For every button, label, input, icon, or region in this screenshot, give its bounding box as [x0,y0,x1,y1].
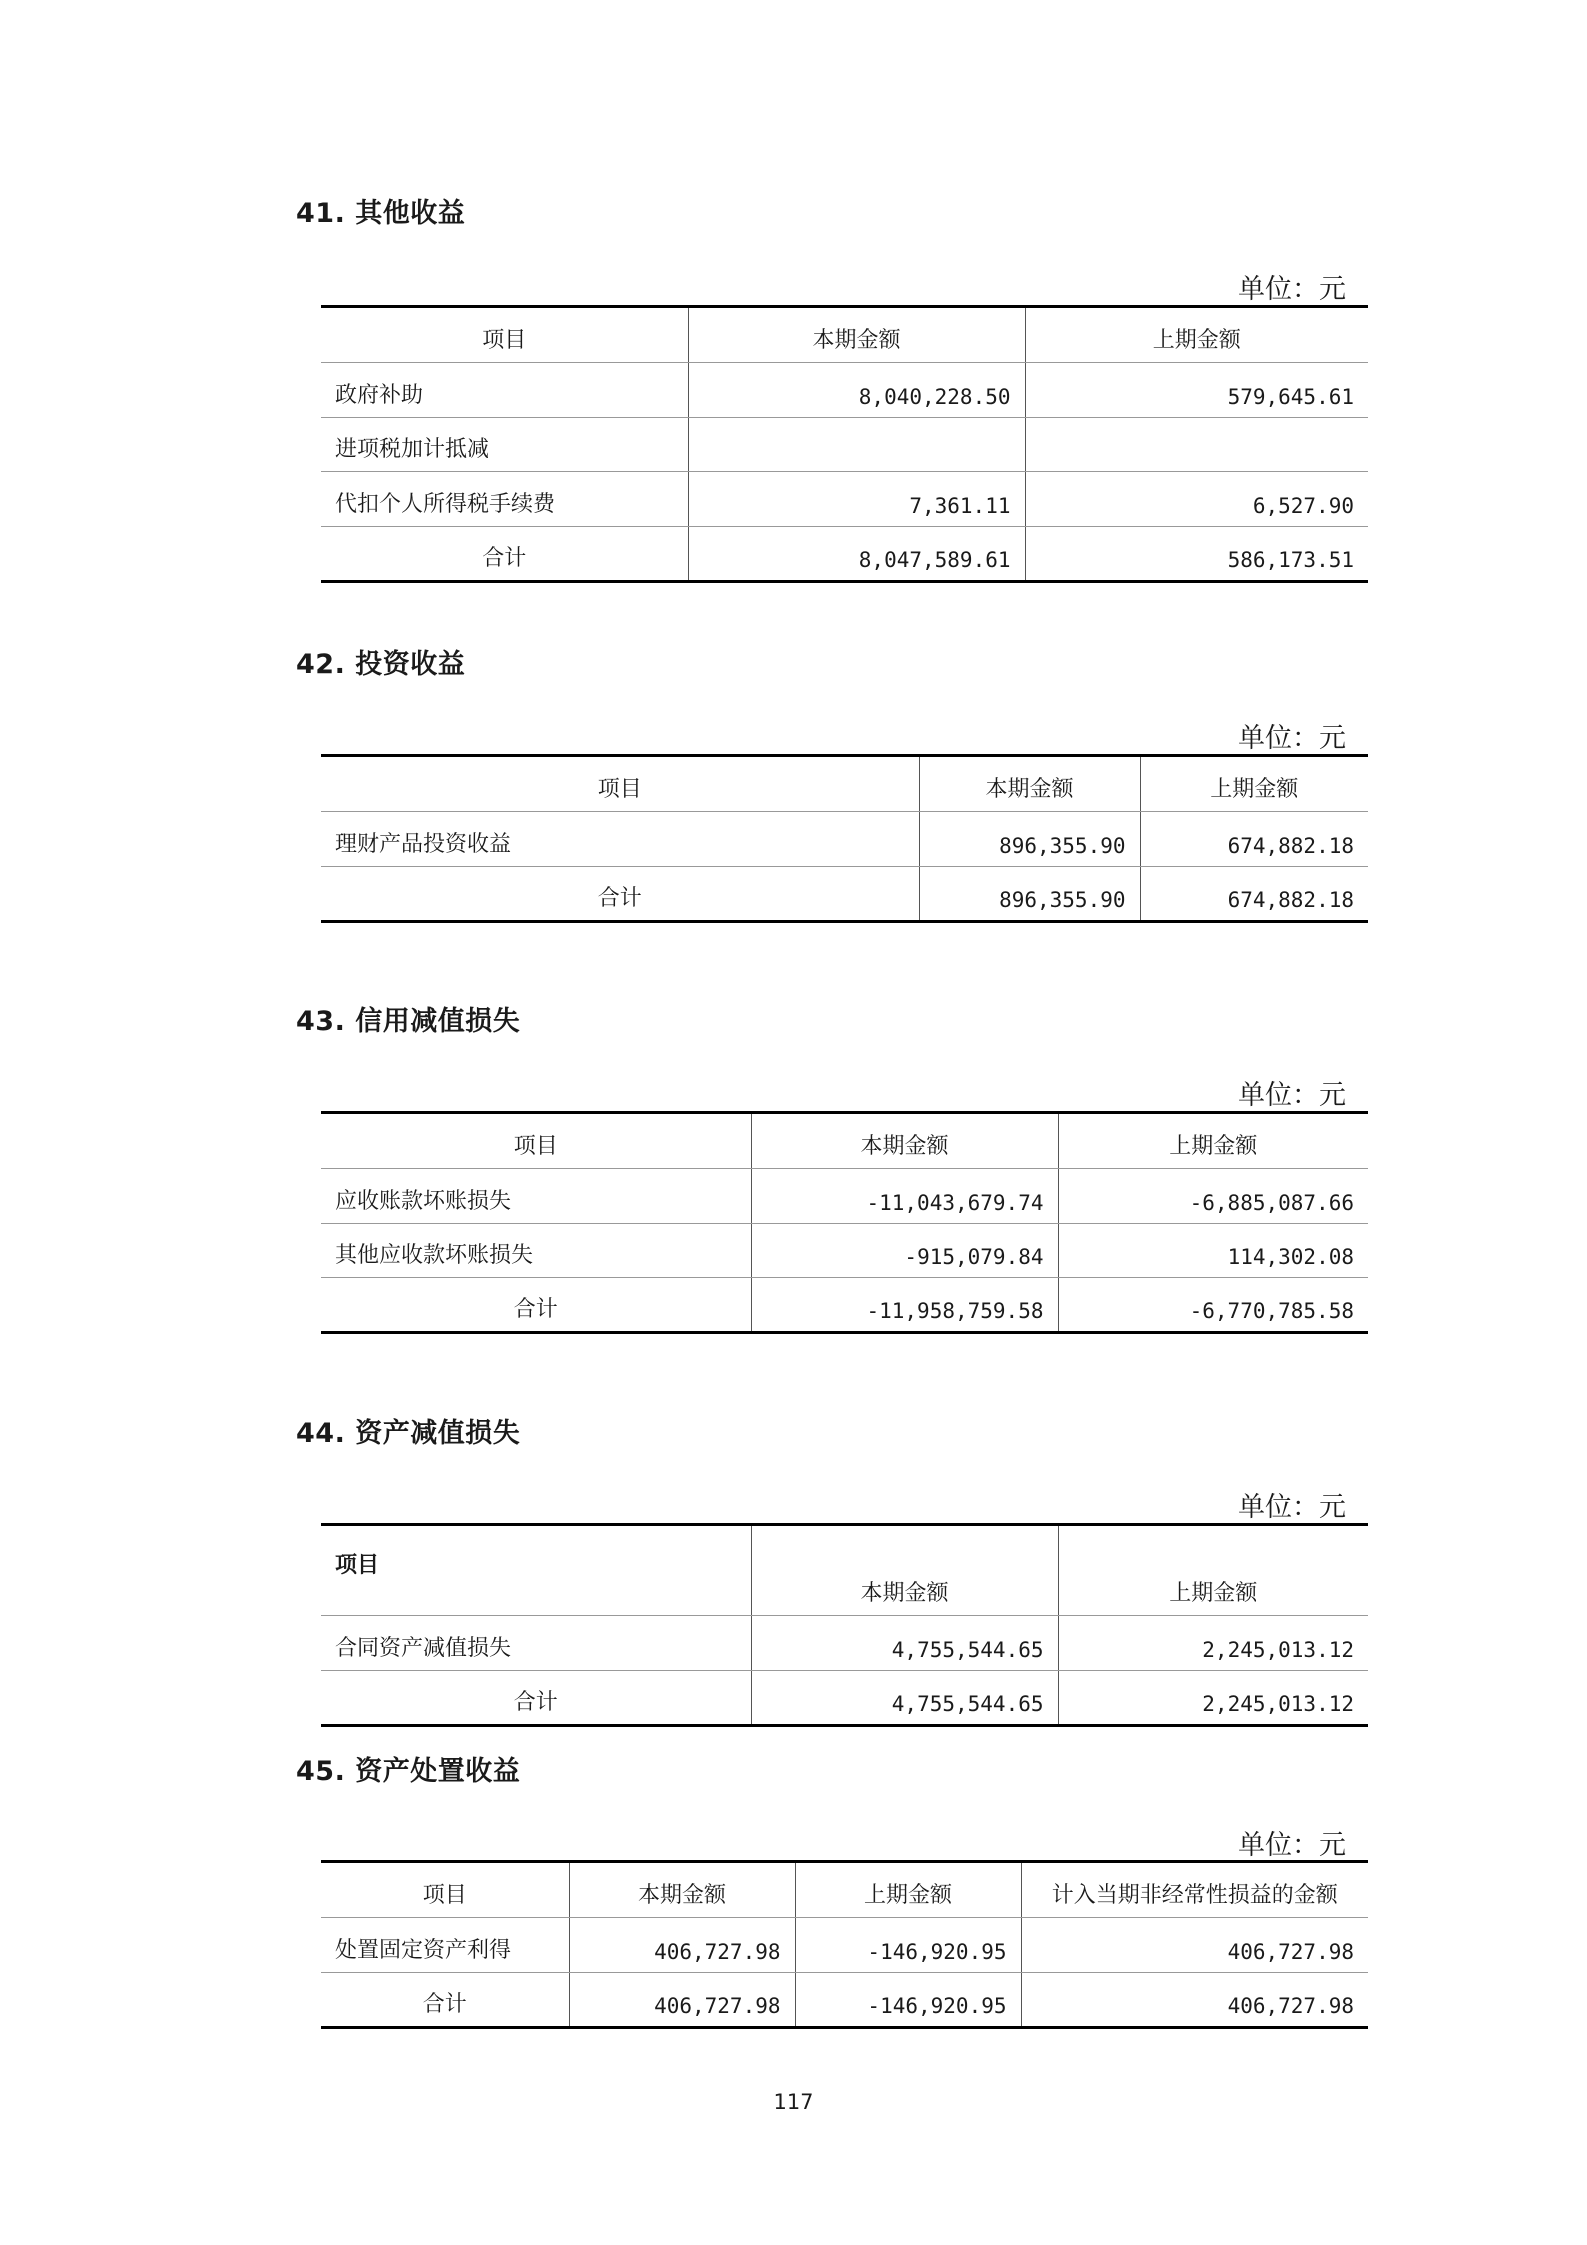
total-prior: 2,245,013.12 [1058,1671,1368,1726]
total-current: 8,047,589.61 [688,527,1025,582]
row-label: 政府补助 [321,363,688,418]
header-item: 项目 [321,1113,751,1169]
total-current: 406,727.98 [569,1973,795,2028]
row-label: 进项税加计抵减 [321,418,688,472]
header-item: 项目 [321,756,919,812]
row-label: 合同资产减值损失 [321,1616,751,1671]
unit-label: 单位：元 [1238,1492,1346,1523]
prior-amount: 579,645.61 [1025,363,1368,418]
current-amount: -915,079.84 [751,1224,1058,1278]
header-prior: 上期金额 [795,1862,1021,1918]
prior-amount: 674,882.18 [1140,812,1368,867]
prior-amount [1025,418,1368,472]
unit-label: 单位：元 [1238,1830,1346,1861]
other-income-table [321,305,1368,583]
table-row [321,812,1368,867]
total-row [321,1278,1368,1333]
header-current: 本期金额 [688,307,1025,363]
prior-amount: 114,302.08 [1058,1224,1368,1278]
total-current: 4,755,544.65 [751,1671,1058,1726]
total-prior: 674,882.18 [1140,867,1368,922]
header-current: 本期金额 [751,1525,1058,1616]
table-header-row [321,1525,1368,1616]
current-amount [688,418,1025,472]
row-label: 其他应收款坏账损失 [321,1224,751,1278]
unit-label: 单位：元 [1238,274,1346,305]
section-title-investment-income: 42. 投资收益 [296,649,466,680]
total-prior: 586,173.51 [1025,527,1368,582]
total-label: 合计 [597,886,642,911]
nonrecurring-amount: 406,727.98 [1021,1918,1368,1973]
header-prior: 上期金额 [1140,756,1368,812]
table-header-row [321,756,1368,812]
total-row [321,867,1368,922]
table-row [321,472,1368,527]
prior-amount: 2,245,013.12 [1058,1616,1368,1671]
section-title-asset-impairment: 44. 资产减值损失 [296,1418,521,1449]
current-amount: 896,355.90 [919,812,1140,867]
table-row [321,1224,1368,1278]
total-prior: -6,770,785.58 [1058,1278,1368,1333]
header-current: 本期金额 [751,1113,1058,1169]
header-item: 项目 [321,307,688,363]
page-number: 117 [773,2090,814,2114]
total-row [321,1671,1368,1726]
row-label: 理财产品投资收益 [321,812,919,867]
total-nonrecurring: 406,727.98 [1021,1973,1368,2028]
total-current: 896,355.90 [919,867,1140,922]
table-row [321,1169,1368,1224]
investment-income-table [321,754,1368,923]
current-amount: 406,727.98 [569,1918,795,1973]
current-amount: 7,361.11 [688,472,1025,527]
header-item: 项目 [321,1525,751,1616]
header-current: 本期金额 [919,756,1140,812]
table-header-row [321,1113,1368,1169]
prior-amount: -146,920.95 [795,1918,1021,1973]
row-label: 应收账款坏账损失 [321,1169,751,1224]
prior-amount: 6,527.90 [1025,472,1368,527]
header-prior: 上期金额 [1025,307,1368,363]
total-label: 合计 [513,1297,558,1322]
total-current: -11,958,759.58 [751,1278,1058,1333]
section-title-asset-disposal: 45. 资产处置收益 [296,1756,521,1787]
header-prior: 上期金额 [1058,1525,1368,1616]
total-label: 合计 [422,1992,467,2017]
unit-label: 单位：元 [1238,1080,1346,1111]
total-prior: -146,920.95 [795,1973,1021,2028]
prior-amount: -6,885,087.66 [1058,1169,1368,1224]
header-item: 项目 [321,1862,569,1918]
table-row [321,1918,1368,1973]
table-row [321,1616,1368,1671]
table-header-row [321,1862,1368,1918]
section-title-credit-impairment: 43. 信用减值损失 [296,1006,521,1037]
current-amount: -11,043,679.74 [751,1169,1058,1224]
total-row [321,1973,1368,2028]
total-row [321,527,1368,582]
row-label: 代扣个人所得税手续费 [321,472,688,527]
current-amount: 8,040,228.50 [688,363,1025,418]
asset-impairment-table [321,1523,1368,1727]
table-row [321,418,1368,472]
total-label: 合计 [482,546,527,571]
row-label: 处置固定资产利得 [321,1918,569,1973]
header-nonrecurring: 计入当期非经常性损益的金额 [1021,1862,1368,1918]
unit-label: 单位：元 [1238,723,1346,754]
current-amount: 4,755,544.65 [751,1616,1058,1671]
header-prior: 上期金额 [1058,1113,1368,1169]
credit-impairment-table [321,1111,1368,1334]
asset-disposal-table [321,1860,1368,2029]
total-label: 合计 [513,1690,558,1715]
table-header-row [321,307,1368,363]
header-current: 本期金额 [569,1862,795,1918]
table-row [321,363,1368,418]
section-title-other-income: 41. 其他收益 [296,198,466,229]
